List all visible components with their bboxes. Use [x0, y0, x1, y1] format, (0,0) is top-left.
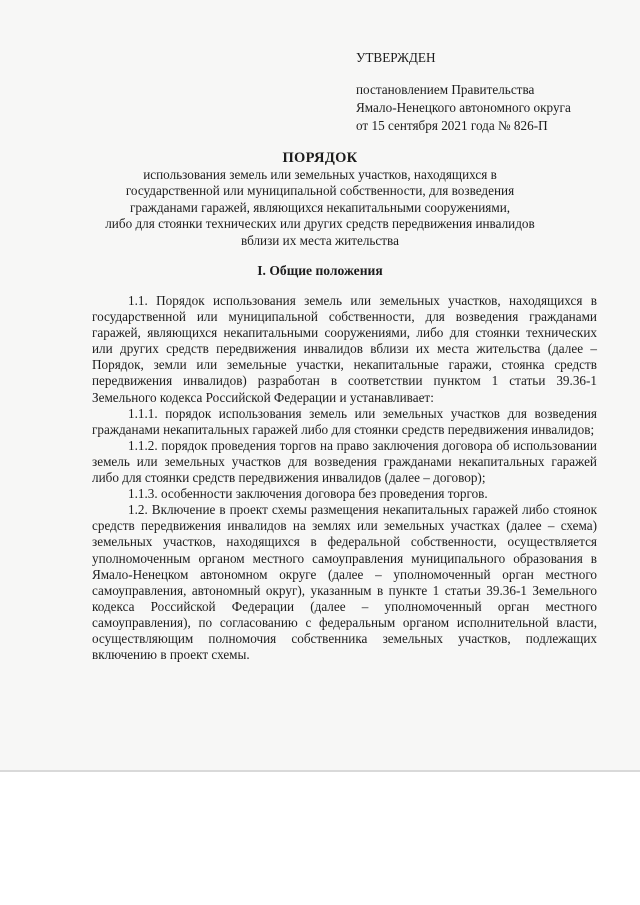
document-subtitle [0, 167, 640, 249]
paragraph: 1.2. Включение в проект схемы размещения некапитальных гаражей либо стоянок средств передвижения инвалидов на землях или земельных участках (далее – схема) земельных участков, находящихся в федеральной собственности, осуществляется уполномоченным органом местного самоуправления муниципального образования в Ямало-Ненецком автономном округе (далее – уполномоченный орган местного самоуправления, автономный округ), указанным в пункте 1 статьи 39.36-1 Земельного кодекса Российской Федерации (далее – уполномоченный орган местного самоуправления), по согласованию с федеральным органом исполнительной власти, осуществляющим полномочия собственника земельных участков, подлежащих включению в проект схемы. [92, 502, 597, 663]
document-title: ПОРЯДОК [282, 150, 358, 166]
approval-line: Ямало-Ненецкого автономного округа [356, 100, 571, 115]
subtitle-line: вблизи их места жительства [241, 232, 399, 248]
subtitle-line: гражданами гаражей, являющихся некапитальными сооружениями, [129, 199, 511, 215]
paragraph: 1.1. Порядок использования земель или земельных участков, находящихся в государственной или муниципальной собственности, для возведения гражданами гаражей, являющихся некапитальными сооружениями, либо для стоянки технических или других средств передвижения инвалидов вблизи их места жительства (далее – Порядок, земли или земельные участки, некапитальные гаражи, стоянка средств передвижения инвалидов) разработан в соответствии пунктом 1 статьи 39.36-1 Земельного кодекса Российской Федерации и устанавливает: [92, 293, 597, 405]
approval-line: от 15 сентября 2021 года № 826-П [356, 118, 548, 133]
subtitle-line: использования земель или земельных участков, находящихся в [143, 167, 497, 182]
section-heading: I. Общие положения [257, 263, 383, 278]
subtitle-line: государственной или муниципальной собственности, для возведения [125, 183, 515, 199]
subtitle-line: либо для стоянки технических или других средств передвижения инвалидов [105, 216, 535, 232]
approval-line: постановлением Правительства [356, 82, 535, 97]
paragraph: 1.1.1. порядок использования земель или земельных участков для возведения гражданами некапитальных гаражей либо для стоянки средств передвижения инвалидов; [92, 405, 597, 437]
paragraph: 1.1.3. особенности заключения договора без проведения торгов. [128, 486, 488, 502]
document-body [92, 293, 597, 663]
approval-heading: УТВЕРЖДЕН [356, 50, 436, 65]
approval-block [356, 49, 571, 135]
paragraph: 1.1.2. порядок проведения торгов на право заключения договора об использовании земель или земельных участков для возведения гражданами некапитальных гаражей либо для стоянки средств передвижения инвалидов (далее – договор); [92, 437, 597, 486]
